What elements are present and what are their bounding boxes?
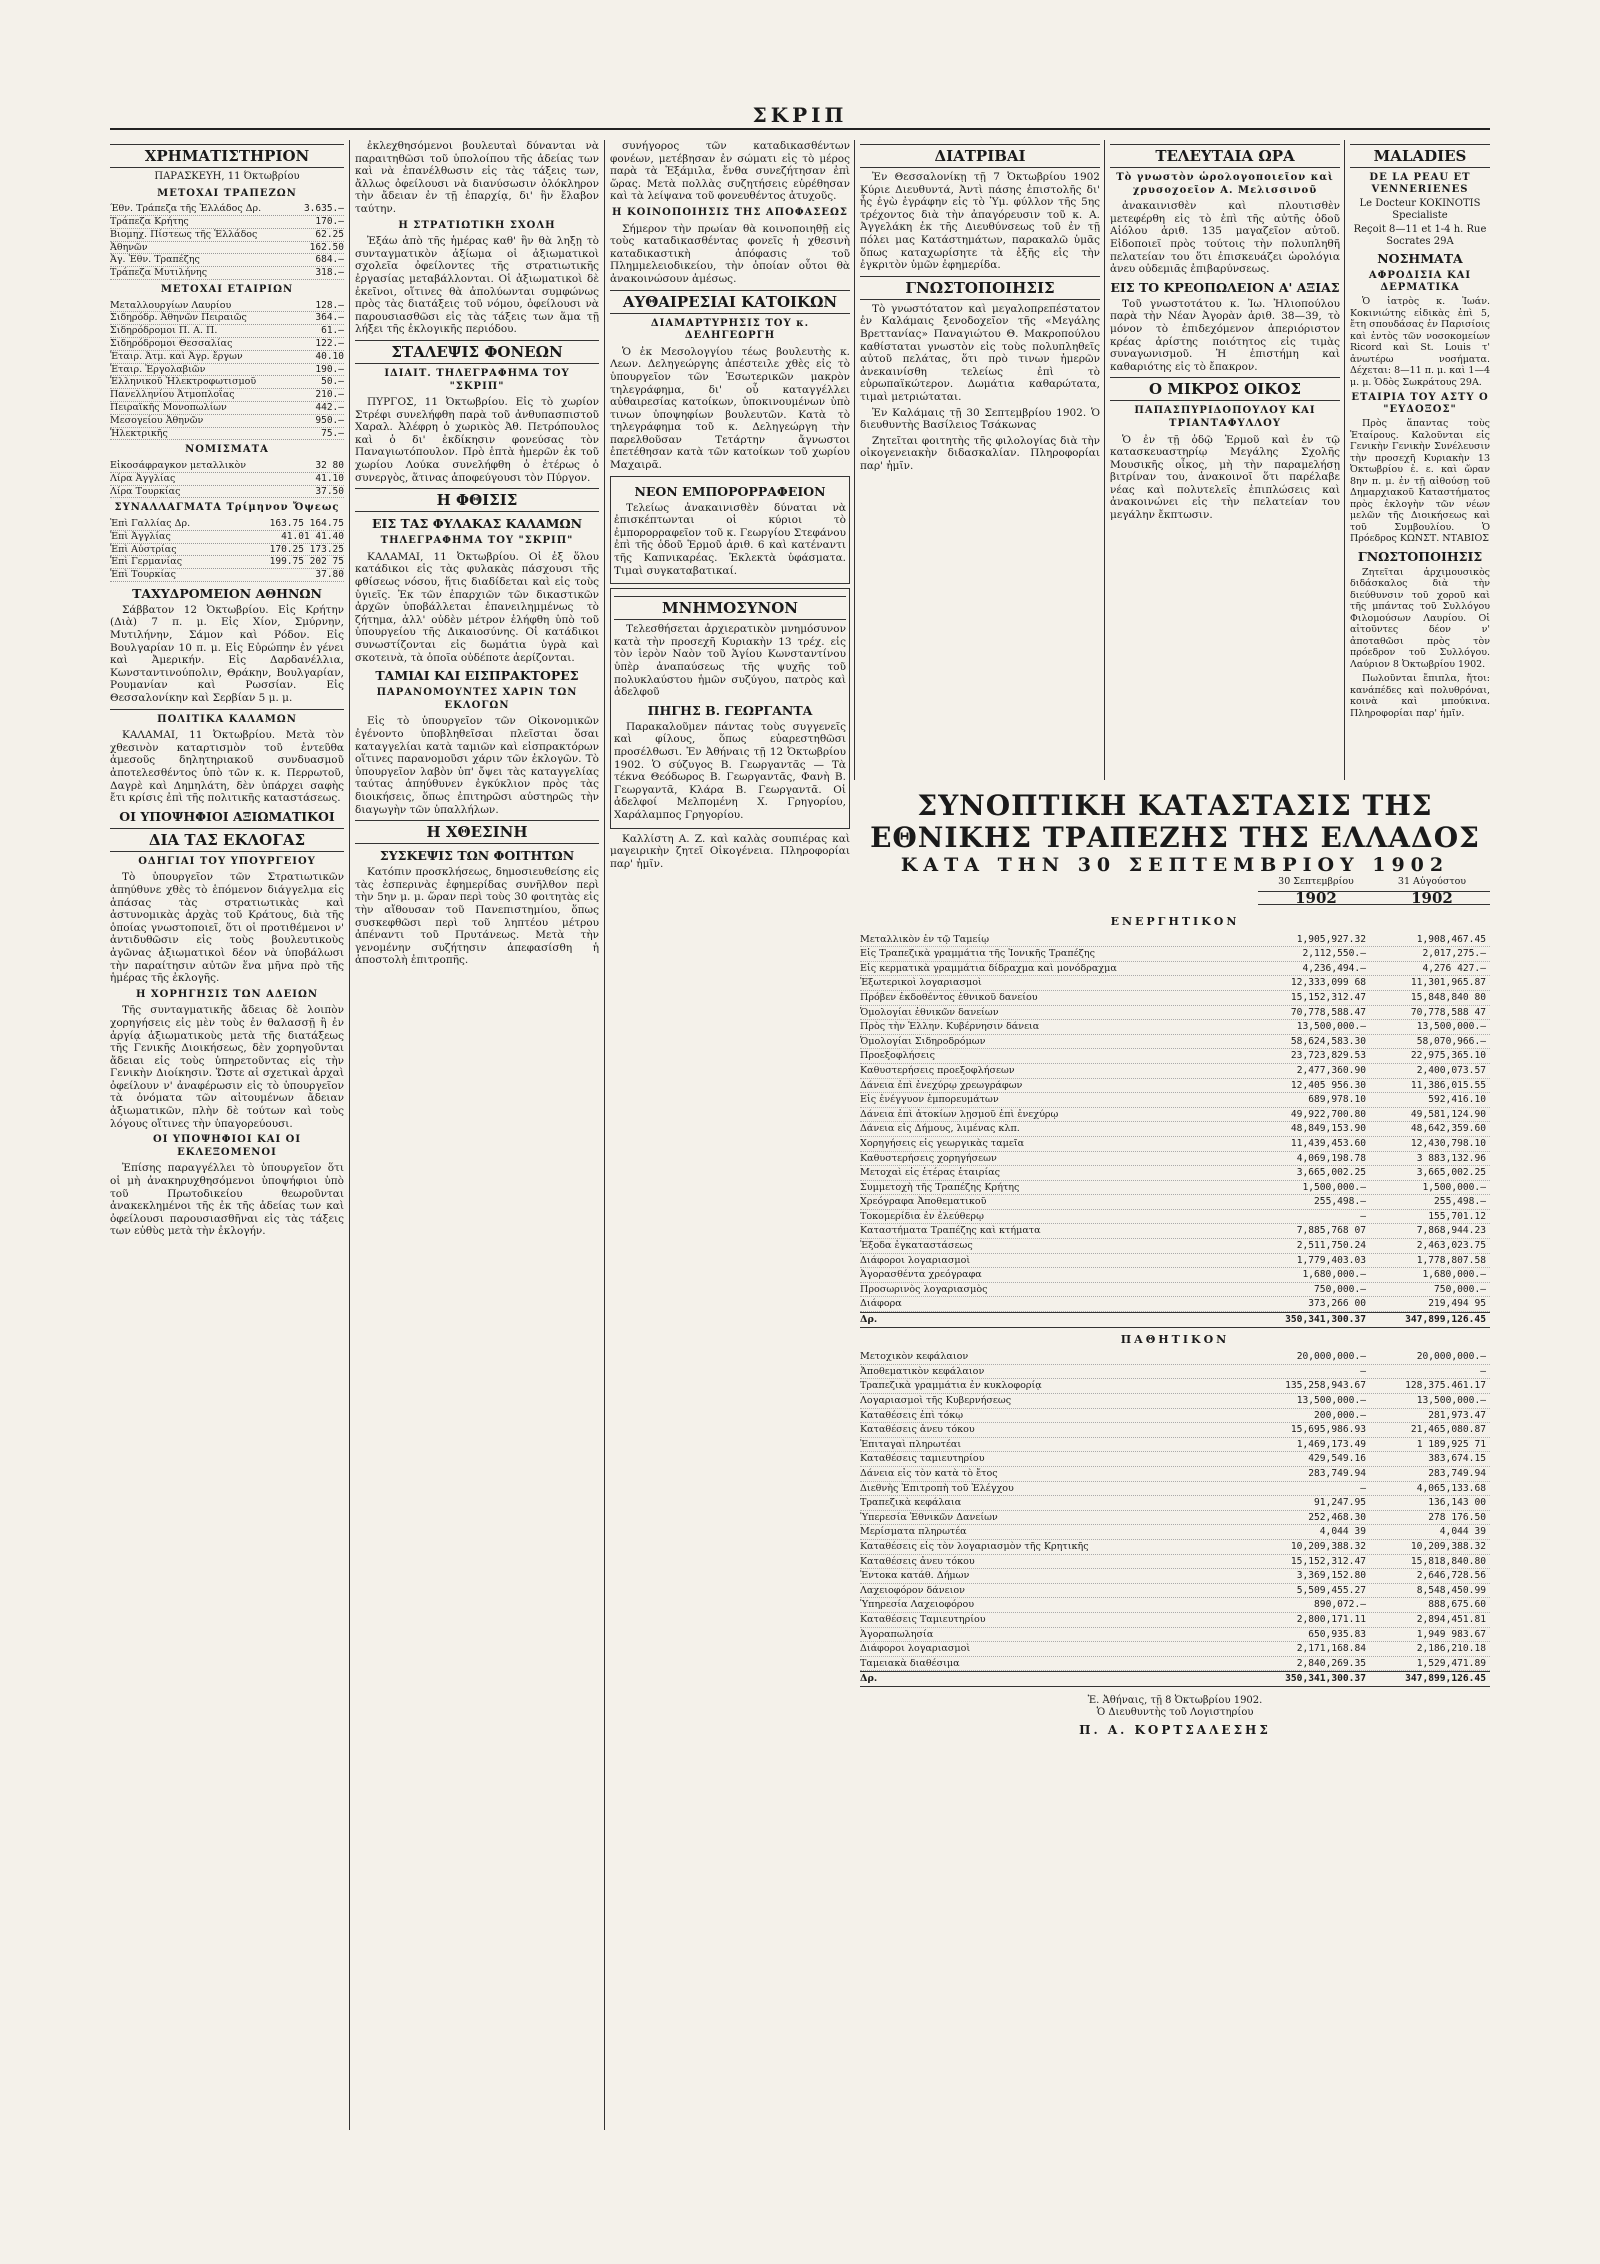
resolution-header: Η ΚΟΙΝΟΠΟΙΗΣΙΣ ΤΗΣ ΑΠΟΦΑΣΕΩΣ [612, 206, 848, 218]
assets-total: Δρ. 350,341,300.37 347,899,126.45 [860, 1312, 1490, 1328]
price-row: Ἑλληνικοῦ Ἠλεκτροφωτισμοῦ 50.— [110, 376, 344, 388]
statement-row: Λαχειοφόρον δάνειον 5,509,455.27 8,548,450.99 [860, 1584, 1490, 1599]
candidates-header: ΟΙ ΥΠΟΨΗΦΙΟΙ ΚΑΙ ΟΙ ΕΚΛΕΞΟΜΕΝΟΙ [153, 1134, 301, 1158]
school-header: Η ΣΤΡΑΤΙΩΤΙΚΗ ΣΧΟΛΗ [398, 219, 556, 231]
statement-heading [860, 790, 1490, 876]
statement-row: Πρόβεν ἐκδοθέντος ἐθνικοῦ δανείου 15,152,312.47 15,848,840 80 [860, 991, 1490, 1006]
signature-date: Ἐ. Ἀθήναις, τῇ 8 Ὀκτωβρίου 1902. [1087, 1694, 1263, 1706]
tax-text: Εἰς τὸ ὑπουργεῖον τῶν Οἰκονομικῶν ἐγένοντο ὑποβληθεῖσαι πλεῖσται ὅσαι καταγγελίαι κατὰ ταμιῶν καὶ εἰσπρακτόρων οἵτινες παρανομοῦσι χάριν τῶν ἐκλογῶν. Τὸ ὑπουργεῖον λαβὸν ὑπ' ὄψει τὰς καταγγελίας ταύτας ἀπηύθυνεν ἐγκύκλιον πρὸς τὰς διοικήσεις, ὅπως ἐπιτηρῶσι αὐστηρῶς τὴν διαγωγὴν τῶν ὑπαλλήλων. [355, 715, 599, 816]
price-row: Πειραϊκῆς Μονοπωλίων 442.— [110, 401, 344, 413]
notice-header: ΓΝΩΣΤΟΠΟΙΗΣΙΣ [1357, 548, 1483, 564]
liabilities-table [860, 1350, 1490, 1671]
statement-row: Καταστήματα Τραπέζης καὶ κτήματα 7,885,768 07 7,868,944.23 [860, 1224, 1490, 1239]
small-ad: Καλλίστη Α. Ζ. καὶ καλὰς σουπιέρας καὶ μαγειρικὴν ζητεῖ Οἰκογένεια. Πληροφορίαι παρ' ἡμῖν. [610, 832, 850, 870]
column-news-3 [610, 140, 850, 2130]
year-column-b: 31 Αὐγούστου 1902 [1374, 876, 1490, 905]
fx-list [110, 518, 344, 582]
statement-row: Καταθέσεις Ταμιευτηρίου 2,800,171.11 2,894,451.81 [860, 1613, 1490, 1628]
resolution-text: Σήμερον τὴν πρωίαν θὰ κοινοποιηθῇ εἰς τοὺς καταδικασθέντας φονεῖς ἡ χθεσινὴ καταδικαστικὴ ἀπόφασις τοῦ Πλημμελειοδικείου, τὴν ὁποίαν οὗτοι θὰ ἀνακοινώσουν ἀμέσως. [610, 222, 850, 285]
statement-row: Χορηγήσεις εἰς γεωργικὰς ταμεῖα 11,439,453.60 12,430,798.10 [860, 1137, 1490, 1152]
officers-subheader-2: ΟΔΗΓΙΑΙ ΤΟΥ ΥΠΟΥΡΓΕΙΟΥ [138, 855, 316, 867]
statement-title: ΣΥΝΟΠΤΙΚΗ ΚΑΤΑΣΤΑΣΙΣ ΤΗΣ ΕΘΝΙΚΗΣ ΤΡΑΠΕΖΗΣ ΤΗΣ ΕΛΛΑΔΟΣ [870, 790, 1480, 854]
memorial-name: ΠΗΓΗΣ Β. ΓΕΩΡΓΑΝΤΑ [647, 702, 813, 718]
statement-row: Καθυστερήσεις προεξοφλήσεων 2,477,360.90 2,400,073.57 [860, 1064, 1490, 1079]
watchmaker-text: ἀνακαινισθὲν καὶ πλουτισθὲν μετεφέρθη εἰς τὸ ἐπὶ τῆς αὐτῆς ὁδοῦ Αἰόλου ἀριθ. 135 μαγαζεῖον αὐτοῦ. Εἰδοποιεῖ πρὸς τούτοις τὴν πολυπληθῆ πελατείαν του ὅτι ἐπισκευάζει ὡρολόγια ἀνευ οὐδεμιᾶς ἐπιβαρύνσεως. [1110, 200, 1340, 276]
memorial-text: Τελεσθήσεται ἀρχιερατικὸν μνημόσυνον κατὰ τὴν προσεχῆ Κυριακὴν 13 τρέχ. εἰς τὸν ἱερὸν Ναὸν τοῦ Ἁγίου Κωνσταντίνου ὑπὲρ ἀναπαύσεως τῆς ψυχῆς τοῦ πολυκλαύστου ἡμῶν συζύγου, πατρὸς καὶ ἀδελφοῦ [614, 623, 846, 699]
statement-subtitle: ΚΑΤΑ ΤΗΝ 30 ΣΕΠΤΕΜΒΡΙΟΥ 1902 [900, 854, 1450, 876]
school-text: Ἐξάω ἀπὸ τῆς ἡμέρας καθ' ἣν θὰ ληξῃ τὸ συνταγματικὸν ἀξίωμα οἱ ἀξιωματικοὶ σχολεῖα ὀφείλοντες τῆς στρατιωτικῆς ἐργασίας μεταβάλλονται. Οἱ ἀξιωματικοὶ δὲ ἐκεῖνοι, οἵτινες θὰ ἀπολύωνται συμφώνως πρὸς τὰς διατάξεις τοῦ νόμου, ὀφείλουσι νὰ παρουσιασθῶσι εἰς τὰς τάξεις των ἅμα τῇ λήξει τῆς ἐκλογικῆς περιόδου. [355, 235, 599, 336]
statement-row: Δάνεια εἰς τὸν κατὰ τὸ ἔτος 283,749.94 283,749.94 [860, 1467, 1490, 1482]
tax-subheader: ΠΑΡΑΝΟΜΟΥΝΤΕΣ ΧΑΡΙΝ ΤΩΝ ΕΚΛΟΓΩΝ [376, 687, 578, 711]
students-subheader: ΣΥΣΚΕΨΙΣ ΤΩΝ ΦΟΙΤΗΤΩΝ [379, 848, 575, 864]
murder-subheader: ΙΔΙΑΙΤ. ΤΗΛΕΓΡΑΦΗΜΑ ΤΟΥ "ΣΚΡΙΠ" [384, 367, 570, 392]
club-text: Πρὸς ἅπαντας τοὺς Ἑταίρους. Καλοῦνται εἰς Γενικὴν Γενικὴν Συνέλευσιν τὴν προσεχῆ Κυριακὴν 13 Ὀκτωβρίου ἐ. ε. καὶ ὥραν 8ην π. μ. ἐν τῇ αἰθούσῃ τοῦ Δημαρχιακοῦ Καταστήματος πρὸς ἐκλογὴν τῶν νέων μελῶν τῆς Διοικήσεως καὶ τοῦ Συμβουλίου. Ὁ Πρόεδρος ΚΩΝΣΤ. ΝΤΑΒΙΟΣ [1350, 418, 1490, 544]
statement-row: Ἀποθεματικὸν κεφάλαιον — — [860, 1365, 1490, 1380]
price-row: Τράπεζα Μυτιλήνης 318.— [110, 267, 344, 279]
officers-header: ΟΙ ΥΠΟΨΗΦΙΟΙ ΑΞΙΩΜΑΤΙΚΟΙ [119, 808, 335, 824]
statement-row: Εἰς κερματικὰ γραμμάτια δίδραχμα καὶ μονόδραχμα 4,236,494.— 4,276 427.— [860, 962, 1490, 977]
watchmaker-header: ΤΕΛΕΥΤΑΙΑ ΩΡΑ [1110, 144, 1340, 168]
politics-text: ΚΑΛΑΜΑΙ, 11 Ὀκτωβρίου. Μετὰ τὸν χθεσινὸν καταρτισμὸν τοῦ ἐντεῦθα ἀμεσοῦς δηλητηριακοῦ συνδυασμοῦ ἀποτελεσθέντος ὑπὸ τῶν κ. κ. Περρωτοῦ, Δαγρὲ καὶ Δημηλάτη, δὲν ὑπάρχει σαφὴς ἔτι κρίσις ἐπὶ τῆς πολιτικῆς καταστάσεως. [110, 729, 344, 805]
shop-subheader: ΠΑΠΑΣΠΥΡΙΔΟΠΟΥΛΟΥ ΚΑΙ ΤΡΙΑΝΤΑΦΥΛΛΟΥ [1134, 405, 1316, 429]
price-row: Ἡλεκτρικῆς 75.— [110, 427, 344, 439]
price-row: Ἐπὶ Γερμανίας 199.75 202 75 [110, 556, 344, 568]
statement-row: Δάνεια ἐπὶ ἐνεχύρῳ χρεωγράφων 12,405 956.30 11,386,015.55 [860, 1079, 1490, 1094]
statement-row: Τοκομερίδια ἐν ἐλεύθερῳ — 155,701.12 [860, 1210, 1490, 1225]
furniture-ad: Πωλοῦνται ἔπιπλα, ἤτοι: κανάπέδες καὶ πολυθρόναι, κοινὰ καὶ μπούκινα. Πληροφορίαι παρ' ἡμῖν. [1350, 673, 1490, 719]
notice-date: Ἐν Καλάμαις τῇ 30 Σεπτεμβρίου 1902. Ὁ διευθυντὴς Βασίλειος Τσάκωνας [860, 406, 1100, 432]
statement-row: Καταθέσεις εἰς τὸν λογαριασμὸν τῆς Κρητικῆς 10,209,388.32 10,209,388.32 [860, 1540, 1490, 1555]
coins-header: ΝΟΜΙΣΜΑΤΑ [185, 444, 269, 456]
diseases-text: Ὁ ἰατρὸς κ. Ἰωάν. Κοκινιώτης εἰδικὰς ἐπὶ 5, ἔτη σπουδάσας ἐν Παρισίοις καὶ ἐντὸς τῶν νοσοκομείων Ricord καὶ St. Louis τ' ἀνωτέρω νοσήματα. Δέχεται: 8—11 π. μ. καὶ 1—4 μ. μ. Ὁδὸς Σωκράτους 29Α. [1350, 296, 1490, 388]
tailor-ad [610, 476, 850, 585]
divider [110, 709, 344, 710]
column-ads-5 [1110, 140, 1340, 780]
statement-row: Καταθέσεις ταμιευτηρίου 429,549.16 383,674.15 [860, 1452, 1490, 1467]
price-row: Σιδηρόδρ. Ἀθηνῶν Πειραιῶς 364.— [110, 312, 344, 324]
phthisis-header: Η ΦΘΙΣΙΣ [355, 488, 599, 512]
signature-role: Ὁ Διευθυντὴς τοῦ Λογιστηρίου [1096, 1707, 1254, 1719]
price-row: Σιδηρόδρομοι Π. Α. Π. 61.— [110, 325, 344, 337]
price-row: Τράπεζα Κρήτης 170.— [110, 215, 344, 227]
statement-row: Ἐντοκα κατάθ. Δήμων 3,369,152.80 2,646,728.56 [860, 1569, 1490, 1584]
price-row: Ἀθηνῶν 162.50 [110, 241, 344, 253]
notice-text: Ζητεῖται ἀρχιμουσικὸς διδάσκαλος διὰ τὴν διεύθυνσιν τοῦ χοροῦ καὶ τῆς μπάντας τοῦ Συλλόγου Φιλομούσων Λαυρίου. Οἱ αἰτοῦντες δέον ν' ἀποταθῶσι πρὸς τὸν πρόεδρον τοῦ Συλλόγου. Λαύριον 8 Ὀκτωβρίου 1902. [1350, 566, 1490, 670]
murder-header: ΣΤΑΛΕΨΙΣ ΦΟΝΕΩΝ [355, 340, 599, 364]
butcher-header: ΕΙΣ ΤΟ ΚΡΕΟΠΩΛΕΙΟΝ Α' ΑΞΙΑΣ [1110, 279, 1340, 295]
price-row: Ἀγ. Ἐθν. Τραπέζης 684.— [110, 254, 344, 266]
statement-row: Καθυστερήσεις χορηγήσεων 4,069,198.78 3 883,132.96 [860, 1152, 1490, 1167]
column-rule [604, 140, 605, 2130]
column-exchange [110, 140, 344, 2130]
statement-row: Ὁμολογίαι ἐθνικῶν δανείων 70,778,588.47 70,778,588 47 [860, 1006, 1490, 1021]
statement-row: Χρεόγραφα Ἀποθεματικοῦ 255,498.— 255,498.— [860, 1195, 1490, 1210]
statement-row: Ἐξωτερικοὶ λογαριασμοὶ 12,333,099 68 11,301,965.87 [860, 976, 1490, 991]
statement-row: Προσωρινὸς λογαριασμὸς 750,000.— 750,000.— [860, 1283, 1490, 1298]
statement-row: Ἀγοραπωλησία 650,935.83 1,949 983.67 [860, 1628, 1490, 1643]
coins-list [110, 460, 344, 498]
post-header: ΤΑΧΥΔΡΟΜΕΙΟΝ ΑΘΗΝΩΝ [132, 585, 322, 601]
exchange-title: ΧΡΗΜΑΤΙΣΤΗΡΙΟΝ [110, 144, 344, 168]
statement-row: Λογαριασμοὶ τῆς Κυβερνήσεως 13,500,000.— 13,500,000.— [860, 1394, 1490, 1409]
companies-list [110, 300, 344, 441]
column-rule [349, 140, 350, 2130]
intro-text: συνήγορος τῶν καταδικασθέντων φονέων, μετέβησαν ἐν σώματι εἰς τὸ μέρος παρὰ τὰ Ἑξάμιλα, ἔνθα συνεζήτησαν ἐπὶ ὥρας. Μετὰ πολλὰς συζητήσεις εὑρέθησαν καὶ τὰ λείψανα τοῦ φονευθέντος ἀτυχοῦς. [610, 140, 850, 203]
assets-header: ΕΝΕΡΓΗΤΙΚΟΝ [1110, 915, 1240, 928]
price-row: Ἐπὶ Ἀγγλίας 41.01 41.40 [110, 530, 344, 542]
statement-row: Ἐπιταγαὶ πληρωτέαι 1,469,173.49 1 189,925 71 [860, 1438, 1490, 1453]
liabilities-header: ΠΑΘΗΤΙΚΟΝ [1120, 1332, 1230, 1346]
letters-header: ΔΙΑΤΡΙΒΑΙ [860, 144, 1100, 168]
banks-header: ΜΕΤΟΧΑΙ ΤΡΑΠΕΖΩΝ [157, 187, 297, 199]
year-columns [1258, 876, 1490, 905]
letters-text: Ἐν Θεσσαλονίκῃ τῇ 7 Ὀκτωβρίου 1902 Κύριε Διευθυντά, Ἀντὶ πάσης ἐπιστολῆς δι' ἧς ἐγὼ ἐγράφην εἰς τὸ Ὑμ. φύλλον τῆς 5ης τρέχοντος διὰ τὴν ἀπαγόρευσιν τοῦ κ. Α. Ἀγγελάκη ἐκ τῆς Διευθύνσεως τοῦ ἐν τῇ πόλει μας Κατάστημάτων, παρακαλῶ ὑμᾶς ὅπως καταχωρίσητε τὰ ἑξῆς εἰς τὴν ἐγκριτὸν ὑμῶν ἐφημερίδα. [860, 171, 1100, 272]
price-row: Πανελληνίου Ἀτμοπλοΐας 210.— [110, 389, 344, 401]
assets-table [860, 933, 1490, 1312]
signature-block [860, 1695, 1490, 1737]
doctor-address: Reçoit 8—11 et 1-4 h. Rue Socrates 29A [1353, 224, 1487, 247]
statement-row: Μετοχαὶ εἰς ἑτέρας ἑταιρίας 3,665,002.25 3,665,002.25 [860, 1166, 1490, 1181]
statement-row: Διεθνὴς Ἐπιτροπὴ τοῦ Ἐλέγχου — 4,065,133.68 [860, 1482, 1490, 1497]
memorial-notice [610, 588, 850, 828]
tailor-text: Τελείως ἀνακαινισθὲν δύναται νὰ ἐπισκέπτωνται οἱ κύριοι τὸ ἐμπορορραφεῖον τοῦ κ. Γεωργίου Στεφάνου ἐπὶ τῆς ὁδοῦ Ἑρμοῦ ἀριθ. 6 καὶ κατέναντι τῆς Καπνικαρέας. Ἐκλεκτὰ ὑφάσματα. Τιμαὶ συγκαταβατικαί. [614, 501, 846, 577]
masthead: ΣΚΡΙΠ [110, 104, 1490, 130]
statement-row: Τραπεζικὰ γραμμάτια ἐν κυκλοφορίᾳ 135,258,943.67 128,375.461.17 [860, 1379, 1490, 1394]
statement-row: Καταθέσεις ἀνευ τόκου 15,695,986.93 21,465,080.87 [860, 1423, 1490, 1438]
diseases-header: ΝΟΣΗΜΑΤΑ [1377, 251, 1463, 266]
year-column-a: 30 Σεπτεμβρίου 1902 [1258, 876, 1374, 905]
statement-row: Προεξοφλήσεις 23,723,829.53 22,975,365.10 [860, 1049, 1490, 1064]
price-row: Ἐπὶ Αὐστρίας 170.25 173.25 [110, 543, 344, 555]
statement-row: Ὑπηρεσία Λαχειοφόρου 890,072.— 888,675.60 [860, 1598, 1490, 1613]
column-rule [854, 140, 855, 780]
intro-text: ἐκλεχθησόμενοι βουλευταὶ δύνανται νὰ παραιτηθῶσι τοῦ ὑπολοίπου τῆς ἀδείας των καὶ νὰ ἐπανέλθωσιν εἰς τὰς τάξεις των, ἄλλως ὀφείλουσι νὰ διανύσωσιν ὁλόκληρον τὴν ἄδειαν ἐν τῇ ἐπαρχίᾳ, δι' ἣν ἔλαβον ταύτην. [355, 140, 599, 215]
liabilities-total: Δρ. 350,341,300.37 347,899,126.45 [860, 1671, 1490, 1687]
fx-header: ΣΥΝΑΛΛΑΓΜΑΤΑ Τρίμηνον Ὄψεως [114, 502, 340, 514]
price-row: Βιομηχ. Πίστεως τῆς Ἑλλάδος 62.25 [110, 228, 344, 240]
price-row: Μεταλλουργίων Λαυρίου 128.— [110, 299, 344, 311]
arbitrary-header: ΑΥΘΑΙΡΕΣΙΑΙ ΚΑΤΟΙΚΩΝ [610, 290, 850, 314]
officers-text: Τὸ ὑπουργεῖον τῶν Στρατιωτικῶν ἀπηύθυνε χθὲς τὸ ἑπόμενον διάγγελμα εἰς ἁπάσας τὰς στρατιωτικὰς καὶ ἀστυνομικὰς ἀρχὰς τοῦ Κράτους, διὰ τῆς ὁποίας γνωστοποιεῖ, ὅτι οἱ προτιθέμενοι ν' ἀντιδυθῶσιν εἰς τοὺς βουλευτικοὺς ἀγῶνας ἀξιωματικοὶ δέον νὰ ὑποβάλωσι τὴν παραίτησιν αὐτῶν ἕνα μῆνα πρὸ τῆς ἡμέρας τῆς ἐκλογῆς. [110, 871, 344, 985]
statement-row: Διάφοροι λογαριασμοὶ 2,171,168.84 2,186,210.18 [860, 1642, 1490, 1657]
statement-row: Καταθέσεις ἐπὶ τόκῳ 200,000.— 281,973.47 [860, 1409, 1490, 1424]
column-ads-6 [1350, 140, 1490, 780]
signature-name: Π. Α. ΚΟΡΤΣΑΛΕΣΗΣ [1079, 1723, 1271, 1738]
price-row: Έθν. Τράπεζα τῆς Ἑλλάδος Δρ. 3.635.— [110, 203, 344, 215]
candidates-text: Ἐπίσης παραγγέλλει τὸ ὑπουργεῖον ὅτι οἱ μὴ ἀνακηρυχθησόμενοι ὑποψήφιοι ὑπὸ τοῦ Πρωτοδικείου θεωροῦνται ἀνακεκλημένοι τῆς ἐκ τῆς ἀδείας των καὶ ὀφείλουσι παρουσιασθῆναι εἰς τὰς τάξεις των εὐθὺς μετὰ τὴν ἐκλογήν. [110, 1162, 344, 1238]
price-row: Ἐπὶ Γαλλίας Δρ. 163.75 164.75 [110, 517, 344, 529]
notice-header: ΓΝΩΣΤΟΠΟΙΗΣΙΣ [860, 276, 1100, 300]
statement-row: Διάφοροι λογαριασμοὶ 1,779,403.03 1,778,807.58 [860, 1254, 1490, 1269]
leave-text: Τῆς συνταγματικῆς ἄδειας δὲ λοιπὸν χορηγήσεις εἰς μὲν τοὺς ἐν θαλασσῇ ἢ ἐν ἀργίᾳ ἀξιωματικοὺς μετὰ τῆς διατάξεως τῆς Γενικῆς Διοικήσεως, δὲν χορηγοῦνται ἄδειαι εἰς τοὺς ὑπηρετοῦντας εἰς τὴν Γενικὴν Διοίκησιν. Ὥστε αἱ σχετικαὶ ἀρχαὶ ὀφείλουν ν' ἀναφέρωσιν εἰς τὸ ὑπουργεῖον τὰ ὀνόματα τῶν αἰτουμένων ἄδειαν ἀξιωματικῶν, πλὴν δὲ τούτων καὶ τοὺς λόγους οἵτινες τὴν ὑπαγορεύουσι. [110, 1004, 344, 1130]
butcher-text: Τοῦ γνωστοτάτου κ. Ἰω. Ἠλιοπούλου παρὰ τὴν Νέαν Ἀγορὰν ἀριθ. 38—39, τὸ μόνον τὸ ἐπιδεχόμενον ἀπεριόριστον κρέας ἀρίστης ποιότητος εἰς τιμὰς συναγωνισμοῦ. Ἡ ἐπιστήμη καὶ καθαριότης εἰς τὸ ἔπακρον. [1110, 297, 1340, 373]
murder-text: ΠΥΡΓΟΣ, 11 Ὀκτωβρίου. Εἰς τὸ χωρίον Στρέφι συνελήφθη παρὰ τοῦ ἀνθυπασπιστοῦ Χαραλ. Ἀλέφρη ὁ χωρικὸς Ἀθ. Πετρόπουλος καὶ ὁ δι' ἐκδίκησιν φονεύσας τὸν Παναγιωτόπουλον. Πρὸ ἑπτὰ ἡμερῶν ἐκ τοῦ χωρίου Λούκα συνελήφθη ὁ ἐτέρως ὁ συνεργὸς, ἅτινας ἀποφεύγουσι τὸν Πύργον. [355, 396, 599, 484]
statement-row: Μερίσματα πληρωτέα 4,044 39 4,044 39 [860, 1525, 1490, 1540]
statement-row: Εἰς ἐνέγγυον ἐμπορευμάτων 689,978.10 592,416.10 [860, 1093, 1490, 1108]
banks-list [110, 203, 344, 280]
students-header: Η ΧΘΕΣΙΝΗ [355, 820, 599, 844]
tutor-ad: Ζητεῖται φοιτητὴς τῆς φιλολογίας διὰ τὴν οἰκογενειακὴν διδασκαλίαν. Πληροφορίαι παρ' ἡμῖν. [860, 434, 1100, 472]
arbitrary-text: Ὁ ἐκ Μεσολογγίου τέως βουλευτὴς κ. Λεων. Δεληγεώργης ἀπέστειλε χθὲς εἰς τὸ ὑπουργεῖον τῶν Ἐσωτερικῶν μακρὸν τηλεγράφημα, δι' οὗ καταγγέλλει αὐθαιρεσίας κατοίκων, ὑποκινουμένων ὑπὸ τινων ὑποψηφίων βουλευτῶν. Κατὰ τὸ τηλεγράφημα τοῦ κ. Δεληγεώργη τὴν παρελθοῦσαν Τετάρτην ἄγνωστοι ἐπετέθησαν κατὰ τῶν κατοίκων τοῦ χωρίου Μαχαιρᾶ. [610, 345, 850, 472]
price-row: Μεσογείου Ἀθηνῶν 950.— [110, 414, 344, 426]
doctor-subheader: DE LA PEAU ET VENNERIENES [1369, 172, 1471, 195]
notice-text: Τὸ γνωστότατον καὶ μεγαλοπρεπέστατον ἐν Καλάμαις ξενοδοχεῖον τῆς «Μεγάλης Βρεττανίας» Παναγιώτου Θ. Μακροπούλου καθίσταται γνωστὸν εἰς τοὺς πολυπληθεῖς αὐτοῦ πελάτας, ὅτι πρὸ τινων ἡμερῶν ἀνεκαινίσθη τελείως ἐπὶ τὸ εὐρωπαϊκώτερον. Δωμάτια καθαρώτατα, τιμαὶ μετριώταται. [860, 302, 1100, 403]
statement-row: Διάφορα 373,266 00 219,494 95 [860, 1297, 1490, 1312]
column-rule [1104, 140, 1105, 780]
memorial-text-2: Παρακαλοῦμεν πάντας τοὺς συγγενεῖς καὶ φίλους, ὅπως εὐαρεστηθῶσι προσέλθωσι. Ἐν Ἀθήναις τῇ 12 Ὀκτωβρίου 1902. Ὁ σύζυγος Β. Γεωργαντᾶς — Τὰ τέκνα Θεόδωρος Β. Γεωργαντᾶς, Φανὴ Β. Γεωργαντᾶ, Κλάρα Β. Γεωργαντᾶ. Οἱ ἀδελφοί Μελπομένη Χ. Γρηγορίου, Χαράλαμπος Γρηγορίου. [614, 720, 846, 821]
statement-row: Μετοχικὸν κεφάλαιον 20,000,000.— 20,000,000.— [860, 1350, 1490, 1365]
phthisis-subheader: ΕΙΣ ΤΑΣ ΦΥΛΑΚΑΣ ΚΑΛΑΜΩΝ [371, 516, 583, 532]
politics-header: ΠΟΛΙΤΙΚΑ ΚΑΛΑΜΩΝ [157, 713, 297, 725]
statement-row: Ἐξοδα ἐγκαταστάσεως 2,511,750.24 2,463,023.75 [860, 1239, 1490, 1254]
tax-header: ΤΑΜΙΑΙ ΚΑΙ ΕΙΣΠΡΑΚΤΟΡΕΣ [375, 668, 579, 684]
watchmaker-subheader: Τὸ γνωστὸν ὡρολογοποιεῖον καὶ χρυσοχοεῖον Α. Μελισσινοῦ [1116, 172, 1334, 196]
phthisis-subheader-2: ΤΗΛΕΓΡΑΦΗΜΑ ΤΟΥ "ΣΚΡΙΠ" [380, 535, 574, 547]
statement-row: Εἰς Τραπεζικὰ γραμμάτια τῆς Ἰονικῆς Τραπέζης 2,112,550.— 2,017,275.— [860, 947, 1490, 962]
statement-row: Συμμετοχὴ τῆς Τραπέζης Κρήτης 1,500,000.— 1,500,000.— [860, 1181, 1490, 1196]
statement-row: Καταθέσεις ἀνευ τόκου 15,152,312.47 15,818,840.80 [860, 1555, 1490, 1570]
shop-text: Ὁ ἐν τῇ ὁδῷ Ἑρμοῦ καὶ ἐν τῷ κατασκευαστηρίῳ Μεγάλης Σχολῆς Μουσικῆς οἶκος, μὴ τὴν παραμελήσῃ βιτρίναν του, ἀνακοινοῖ ὅτι παρέλαβε νέας καὶ πολυτελεῖς ἐπιπλώσεις καὶ ἀνακοινώνει εἰς τὴν πελατείαν του μεγάλην ἔκπτωσιν. [1110, 433, 1340, 522]
column-news-2 [355, 140, 599, 2130]
memorial-header: ΜΝΗΜΟΣΥΝΟΝ [614, 596, 846, 620]
officers-subheader: ΔΙΑ ΤΑΣ ΕΚΛΟΓΑΣ [110, 828, 344, 852]
price-row: Ἐταιρ. Ἀτμ. καὶ Ἀγρ. ἔργων 40.10 [110, 350, 344, 362]
exchange-date: ΠΑΡΑΣΚΕΥΗ, 11 Όκτωβρίου [154, 171, 300, 182]
statement-row: Πρὸς τὴν Ἑλλην. Κυβέρνησιν δάνεια 13,500,000.— 13,500,000.— [860, 1020, 1490, 1035]
price-row: Ἐπὶ Τουρκίας 37.80 [110, 569, 344, 581]
price-row: Εἰκοσάφραγκον μεταλλικὸν 32 80 [110, 459, 344, 471]
statement-row: Ἀγορασθέντα χρεόγραφα 1,680,000.— 1,680,000.— [860, 1268, 1490, 1283]
companies-header: ΜΕΤΟΧΑΙ ΕΤΑΙΡΙΩΝ [160, 283, 294, 295]
doctor-name: Le Docteur KOKINOTIS Specialiste [1359, 198, 1481, 221]
phthisis-text: ΚΑΛΑΜΑΙ, 11 Ὀκτωβρίου. Οἱ ἐξ ὅλου κατάδικοι εἰς τὰς φυλακὰς πάσχουσι τῆς φθίσεως νόσου, ἥτις διαδίδεται καὶ εἰς τοὺς ὑγιεῖς. Ἐκ τῶν ἐπαρχιῶν τῶν δικαστικῶν ἀρχῶν ὑποβάλλεται ἐπανειλημμένως τὸ ζήτημα, ἀλλ' οὐδὲν μέτρον ἐλήφθη ὑπὸ τοῦ ὑπουργείου τῆς Δικαιοσύνης. Οἱ κατάδικοι συνωστίζονται εἰς δωμάτια ὑγρὰ καὶ σκοτεινὰ, τὰ ὁποῖα οὐδέποτε ἀερίζονται. [355, 550, 599, 664]
leave-header: Η ΧΟΡΗΓΗΣΙΣ ΤΩΝ ΑΔΕΙΩΝ [135, 988, 319, 1000]
price-row: Λίρα Ἀγγλίας 41.10 [110, 472, 344, 484]
statement-row: Μεταλλικὸν ἐν τῷ Ταμείῳ 1,905,927.32 1,908,467.45 [860, 933, 1490, 948]
price-row: Σιδηρόδρομοι Θεσσαλίας 122.— [110, 337, 344, 349]
column-rule [1344, 140, 1345, 780]
statement-row: Ταμειακὰ διαθέσιμα 2,840,269.35 1,529,471.89 [860, 1657, 1490, 1672]
price-row: Ἐταιρ. Ἐργολαβιῶν 190.— [110, 363, 344, 375]
post-text: Σάββατον 12 Ὀκτωβρίου. Εἰς Κρήτην (Διὰ) 7 π. μ. Εἰς Χίον, Σμύρνην, Μυτιλήνην, Σάμον καὶ Ρόδον. Εἰς Βουλγαρίαν 10 π. μ. Εἰς Εὐρώπην ἐν γένει καὶ Ἀμερικήν. Εἰς Δαρδανέλλια, Κωνσταντινούπολιν, Θράκην, Βουλγαρίαν, Ρουμανίαν καὶ Ρωσσίαν. Εἰς Θεσσαλονίκην καὶ Σερβίαν 5 μ. μ. [110, 603, 344, 705]
diseases-subheader: ΑΦΡΟΔΙΣΙΑ ΚΑΙ ΔΕΡΜΑΤΙΚΑ [1368, 270, 1472, 293]
year-header-row [860, 876, 1490, 910]
statement-row: Δάνεια ἐπὶ ἀτοκίων λῃσμοῦ ἐπὶ ἐνεχύρῳ 49,922,700.80 49,581,124.90 [860, 1108, 1490, 1123]
tailor-header: ΝΕΟΝ ΕΜΠΟΡΟΡΡΑΦΕΙΟΝ [634, 483, 826, 499]
bank-statement [860, 790, 1490, 2120]
statement-row: Τραπεζικὰ κεφάλαια 91,247.95 136,143 00 [860, 1496, 1490, 1511]
doctor-header: MALADIES [1350, 144, 1490, 168]
statement-row: Ὑπερεσία Ἐθνικῶν Δανείων 252,468.30 278 176.50 [860, 1511, 1490, 1526]
statement-row: Ὁμολογίαι Σιδηροδρόμων 58,624,583.30 58,070,966.— [860, 1035, 1490, 1050]
students-text: Κατόπιν προσκλήσεως, δημοσιευθείσης εἰς τὰς ἐσπερινὰς ἐφημερίδας συνῆλθον περὶ τὴν 5ην μ. μ. ὥραν περὶ τοὺς 30 φοιτητὰς εἰς τὴν αἴθουσαν τοῦ Πανεπιστημίου, ὅπως συσκεφθῶσι περὶ τοῦ ληπτέου μέτρου ἀπέναντι τοῦ Πρυτάνεως. Μετὰ τὴν γενομένην συζήτησιν ἀπεφασίσθη ἡ ἀποστολὴ ἐπιτροπῆς. [355, 866, 599, 967]
club-header: ΕΤΑΙΡΙΑ ΤΟΥ ΑΣΤΥ Ο "ΕΥΔΟΞΟΣ" [1351, 392, 1489, 415]
arbitrary-subheader: ΔΙΑΜΑΡΤΥΡΗΣΙΣ ΤΟΥ κ. ΔΕΛΗΓΕΩΡΓΗ [650, 317, 810, 342]
price-row: Λίρα Τουρκίας 37.50 [110, 485, 344, 497]
statement-row: Δάνεια εἰς Δήμους, λιμένας κλπ. 48,849,153.90 48,642,359.60 [860, 1122, 1490, 1137]
column-news-4 [860, 140, 1100, 780]
shop-header: Ο ΜΙΚΡΟΣ ΟΙΚΟΣ [1110, 377, 1340, 401]
